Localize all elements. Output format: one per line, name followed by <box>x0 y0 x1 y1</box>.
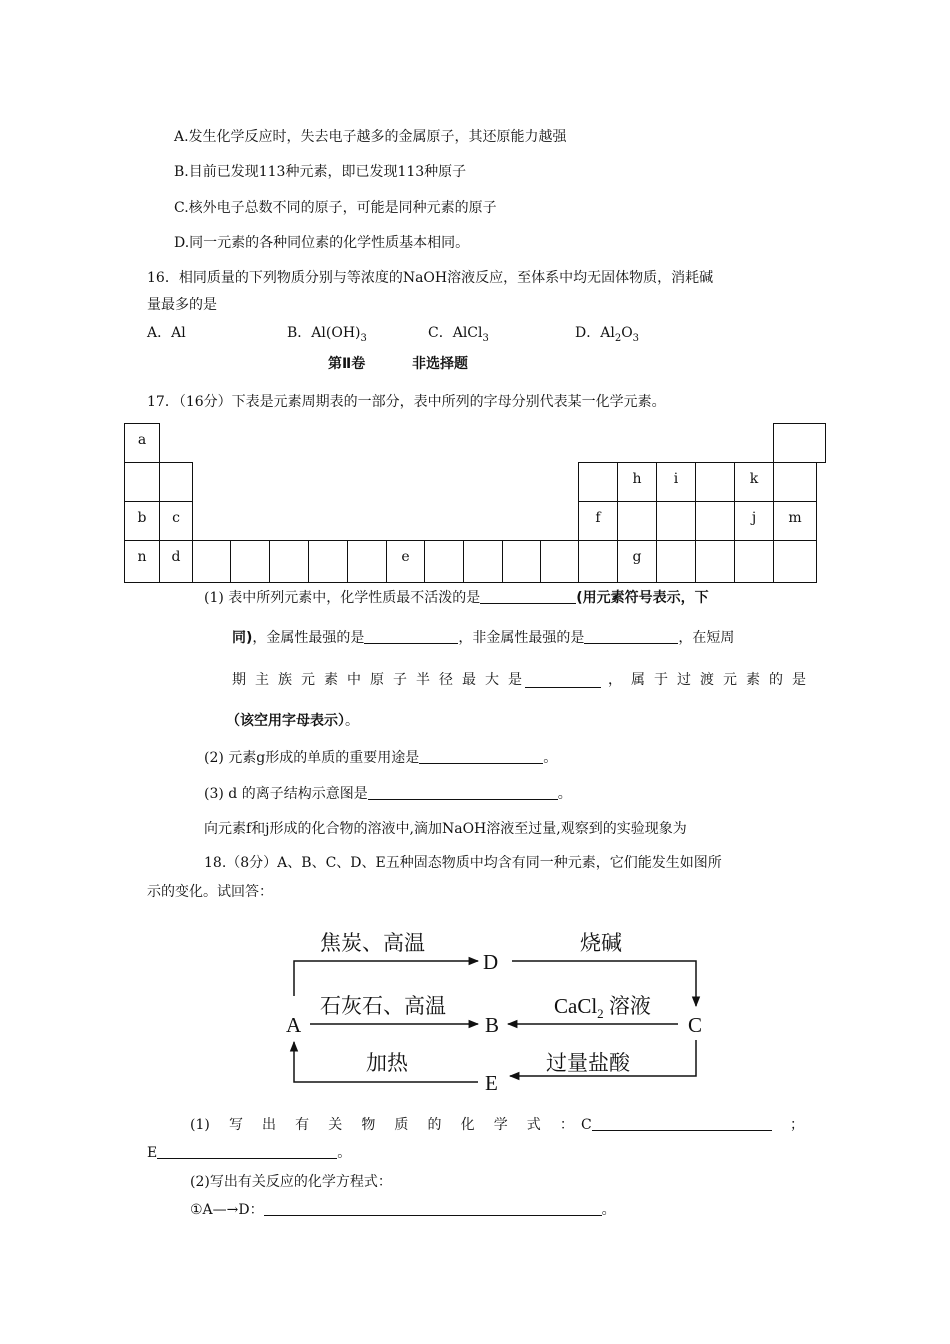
label-ea: 加热 <box>366 1051 408 1075</box>
cell-r2-1 <box>124 462 160 502</box>
answer-blank-nonmetallic[interactable] <box>584 629 678 644</box>
cell-r4-9 <box>424 540 464 583</box>
node-d: D <box>483 950 499 974</box>
answer-blank-d-ion[interactable] <box>368 785 558 800</box>
q16-stem-line2: 量最多的是 <box>147 297 217 313</box>
answer-blank-metallic[interactable] <box>364 629 458 644</box>
q16-stem-line1: 16．相同质量的下列物质分别与等浓度的NaOH溶液反应，至体系中均无固体物质，消耗碱 <box>147 270 714 286</box>
cell-r4-13 <box>578 540 618 583</box>
answer-blank-c-formula[interactable] <box>592 1116 772 1131</box>
cell-r3-14 <box>617 501 657 541</box>
q17-p1-line3b: ， 属 于 过 渡 元 素 的 是 <box>608 672 806 688</box>
answer-blank-e-formula[interactable] <box>157 1144 337 1159</box>
arrow-a-to-d <box>294 961 478 996</box>
answer-blank-a-to-d[interactable] <box>264 1201 602 1216</box>
q15-option-a: A.发生化学反应时，失去电子越多的金属原子，其还原能力越强 <box>174 129 567 145</box>
cell-r2-13 <box>578 462 618 502</box>
cell-r4-7 <box>347 540 387 583</box>
cell-r4-17 <box>734 540 774 583</box>
cell-c: c <box>159 501 193 541</box>
cell-r3-15 <box>656 501 696 541</box>
node-e: E <box>485 1071 498 1095</box>
q18-p1-e: E 。 <box>147 1145 352 1161</box>
cell-r4-6 <box>308 540 348 583</box>
cell-r4-16 <box>695 540 735 583</box>
label-ab: 石灰石、高温 <box>320 994 446 1018</box>
q15-option-d: D.同一元素的各种同位素的化学性质基本相同。 <box>174 235 470 251</box>
cell-d: d <box>159 540 193 583</box>
cell-k: k <box>734 462 774 502</box>
label-dc: 烧碱 <box>580 931 622 955</box>
node-c: C <box>688 1013 703 1037</box>
cell-r4-12 <box>540 540 579 583</box>
cell-r4-10 <box>463 540 503 583</box>
cell-e: e <box>386 540 425 583</box>
q18-p2: (2)写出有关反应的化学方程式： <box>190 1174 392 1190</box>
cell-r3-16 <box>695 501 735 541</box>
cell-a: a <box>124 423 160 463</box>
cell-r4-15 <box>656 540 696 583</box>
reaction-diagram <box>270 920 720 1095</box>
cell-r4-18 <box>773 540 817 583</box>
cell-r4-4 <box>230 540 270 583</box>
cell-j: j <box>734 501 774 541</box>
cell-r2-18 <box>773 462 817 502</box>
cell-f: f <box>578 501 618 541</box>
q16-option-d: D．$Al_2O_3$ <box>575 325 640 344</box>
q16-option-a: A．Al <box>147 325 186 341</box>
q18-p1-semicolon: ； <box>790 1117 804 1133</box>
q17-p2: (2) 元素g形成的单质的重要用途是 。 <box>204 750 558 766</box>
label-cb: CaCl$_2$ 溶液 <box>554 994 651 1021</box>
q16-option-c: C．AlCl$_3$ <box>428 325 489 344</box>
answer-blank-g-use[interactable] <box>419 749 543 764</box>
q15-option-c: C.核外电子总数不同的原子，可能是同种元素的原子 <box>174 200 497 216</box>
cell-r4-5 <box>269 540 309 583</box>
q17-stem: 17．（16分）下表是元素周期表的一部分，表中所列的字母分别代表某一化学元素。 <box>147 394 666 410</box>
q16-option-b: B．$Al(OH)_3$ <box>287 325 367 344</box>
cell-r4-11 <box>502 540 541 583</box>
q18-p2-a: ①A—→D： 。 <box>190 1202 616 1218</box>
cell-r4-3 <box>192 540 231 583</box>
q17-p1-line4: （该空用字母表示）。 <box>226 713 359 729</box>
section-title: 第Ⅱ卷 <box>328 356 366 372</box>
cell-n: n <box>124 540 160 583</box>
cell-noble-top <box>773 423 826 463</box>
q17-p4: 向元素f和j形成的化合物的溶液中,滴加NaOH溶液至过量,观察到的实验现象为 <box>204 821 687 837</box>
node-a: A <box>286 1013 302 1037</box>
section-subtitle: 非选择题 <box>412 356 468 372</box>
q18-p1-c: C <box>581 1115 772 1135</box>
q17-p1-line3a: 期 主 族 元 素 中 原 子 半 径 最 大 是 <box>232 672 522 688</box>
cell-h: h <box>617 462 657 502</box>
answer-blank-noble[interactable] <box>480 589 576 604</box>
q18-p1-line1: (1) 写 出 有 关 物 质 的 化 学 式 ： <box>190 1117 574 1133</box>
label-ce: 过量盐酸 <box>546 1051 630 1075</box>
q18-stem-line2: 示的变化。试回答： <box>147 884 273 900</box>
cell-b: b <box>124 501 160 541</box>
q15-option-b: B.目前已发现113种元素，即已发现113种原子 <box>174 164 467 180</box>
q17-p3: (3) d 的离子结构示意图是 。 <box>204 786 572 802</box>
answer-blank-radius[interactable] <box>525 673 601 688</box>
q17-p1-line1: (1) 表中所列元素中，化学性质最不活泼的是 (用元素符号表示，下 <box>204 590 709 606</box>
cell-r2-16 <box>695 462 735 502</box>
q17-p1-line2: 同)，金属性最强的是 ，非金属性最强的是 ，在短周 <box>232 630 735 646</box>
cell-i: i <box>656 462 696 502</box>
cell-m: m <box>773 501 817 541</box>
label-ad: 焦炭、高温 <box>320 931 425 955</box>
q18-stem-line1: 18.（8分）A、B、C、D、E五种固态物质中均含有同一种元素，它们能发生如图所 <box>204 855 722 871</box>
cell-g: g <box>617 540 657 583</box>
node-b: B <box>485 1013 500 1037</box>
cell-r2-2 <box>159 462 193 502</box>
